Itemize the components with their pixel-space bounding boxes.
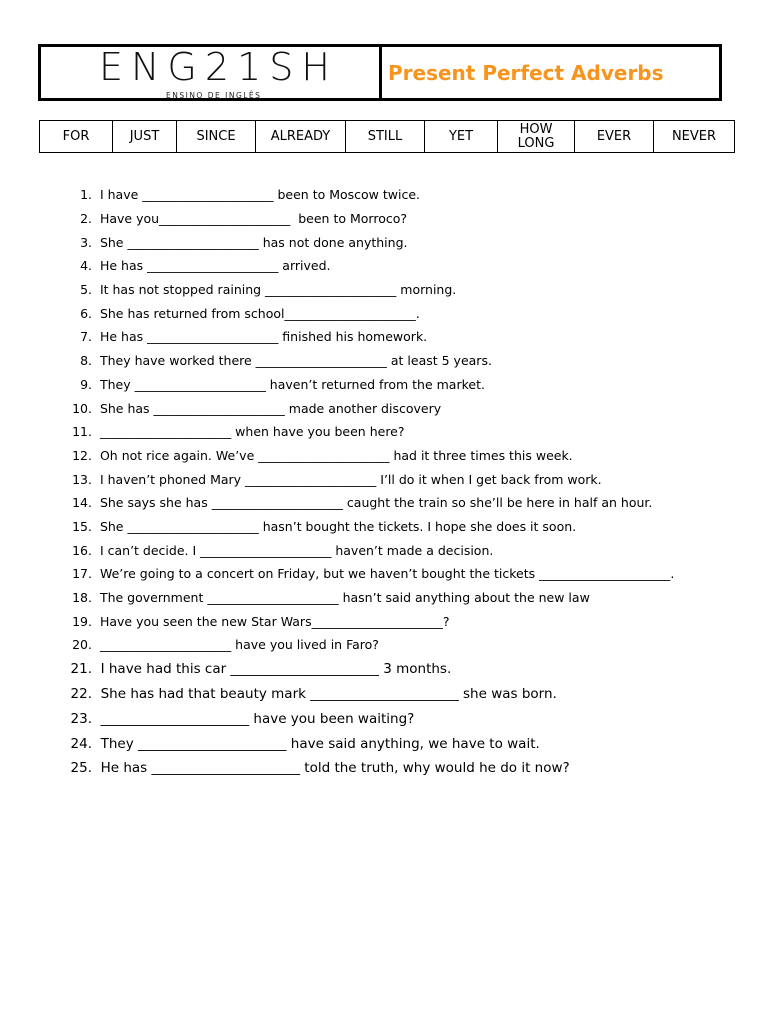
exercise-sentence: Have you_____________________ been to Morroco? <box>99 211 407 227</box>
exercise-spacer <box>92 448 100 463</box>
exercise-sentence: _____________________ have you lived in Faro? <box>99 637 379 653</box>
exercise-number: 14. <box>72 495 92 511</box>
exercise-spacer <box>92 495 100 510</box>
exercise-item <box>64 420 744 444</box>
exercise-spacer <box>92 543 100 558</box>
exercise-spacer <box>92 424 100 439</box>
exercise-sentence: Oh not rice again. We’ve _____________________ had it three times this week. <box>99 447 573 463</box>
exercise-number: 12. <box>72 447 92 463</box>
exercise-spacer <box>92 353 100 368</box>
exercise-spacer <box>92 211 100 226</box>
exercise-spacer <box>92 590 100 605</box>
exercise-sentence: He has _____________________ arrived. <box>99 258 331 274</box>
exercise-item <box>64 207 744 231</box>
word-bank-cell: JUST <box>113 121 177 153</box>
exercise-item <box>64 467 744 491</box>
exercise-number: 13. <box>72 471 92 487</box>
exercise-sentence: We’re going to a concert on Friday, but we haven’t bought the tickets _____________________. <box>99 566 675 582</box>
exercise-item <box>64 682 744 707</box>
exercise-spacer <box>92 566 100 581</box>
exercise-number: 6. <box>80 305 92 321</box>
exercise-item <box>64 756 744 781</box>
exercise-spacer <box>92 258 100 273</box>
exercise-spacer <box>92 614 100 629</box>
exercise-sentence: She has returned from school_____________________. <box>99 305 420 321</box>
exercise-item <box>64 373 744 397</box>
exercise-spacer <box>92 235 100 250</box>
exercise-number: 22. <box>70 685 92 702</box>
exercise-number: 1. <box>80 187 92 203</box>
word-bank-row <box>40 121 735 153</box>
exercise-number: 11. <box>72 424 92 440</box>
exercise-spacer <box>92 187 100 202</box>
exercise-sentence: He has ______________________ told the truth, why would he do it now? <box>100 760 570 777</box>
word-bank-cell: YET <box>425 121 498 153</box>
word-bank-cell: STILL <box>346 121 425 153</box>
exercise-spacer <box>92 760 101 776</box>
exercise-spacer <box>92 472 100 487</box>
exercise-spacer <box>92 637 100 652</box>
title-cell <box>382 47 719 98</box>
exercise-number: 2. <box>80 211 92 227</box>
exercise-spacer <box>92 686 101 702</box>
exercise-sentence: Have you seen the new Star Wars_____________________? <box>99 613 450 629</box>
word-bank-cell: ALREADY <box>256 121 346 153</box>
exercise-sentence: It has not stopped raining _____________________ morning. <box>99 282 457 298</box>
exercise-spacer <box>92 282 100 297</box>
exercise-item <box>64 396 744 420</box>
exercise-sentence: They ______________________ have said anything, we have to wait. <box>100 735 540 752</box>
exercise-sentence: She _____________________ hasn’t bought the tickets. I hope she does it soon. <box>99 518 577 534</box>
exercise-sentence: He has _____________________ finished his homework. <box>99 329 428 345</box>
exercise-item <box>64 301 744 325</box>
word-bank-cell: SINCE <box>177 121 256 153</box>
exercise-sentence: I have had this car ______________________ 3 months. <box>100 661 452 678</box>
exercise-spacer <box>92 736 101 752</box>
exercise-item <box>64 706 744 731</box>
exercise-sentence: I can’t decide. I _____________________ haven’t made a decision. <box>99 542 494 558</box>
exercise-item <box>64 230 744 254</box>
exercise-sentence: The government _____________________ hasn’t said anything about the new law <box>99 590 590 606</box>
exercise-number: 23. <box>70 710 92 727</box>
logo-subtitle: ENSINO DE INGLÊS <box>166 91 262 100</box>
exercise-number: 8. <box>80 353 92 369</box>
exercise-spacer <box>92 377 100 392</box>
exercise-number: 17. <box>72 566 92 582</box>
exercise-item <box>64 657 744 682</box>
worksheet-header <box>38 44 722 101</box>
exercise-item <box>64 325 744 349</box>
exercise-item <box>64 183 744 207</box>
exercise-sentence: They _____________________ haven’t returned from the market. <box>99 376 485 392</box>
exercise-item <box>64 515 744 539</box>
exercise-sentence: ______________________ have you been waiting? <box>100 710 415 727</box>
exercise-spacer <box>92 661 101 677</box>
exercise-sentence: She has had that beauty mark ______________________ she was born. <box>100 685 557 702</box>
exercise-spacer <box>92 306 100 321</box>
exercise-item <box>64 586 744 610</box>
exercise-number: 3. <box>80 234 92 250</box>
word-bank-cell: NEVER <box>654 121 735 153</box>
exercise-number: 15. <box>72 518 92 534</box>
exercise-sentence: _____________________ when have you been here? <box>99 424 405 440</box>
exercise-spacer <box>92 401 100 416</box>
exercise-sentence: She _____________________ has not done anything. <box>99 234 408 250</box>
word-bank-table <box>39 120 735 153</box>
exercise-item <box>64 562 744 586</box>
exercise-sentence: I haven’t phoned Mary _____________________ I’ll do it when I get back from work. <box>99 471 602 487</box>
exercise-number: 21. <box>70 661 92 678</box>
logo: ENG21SH <box>99 45 338 89</box>
exercise-sentence: She says she has _____________________ caught the train so she’ll be here in half an hour. <box>99 495 653 511</box>
exercise-item <box>64 633 744 657</box>
exercise-number: 19. <box>72 613 92 629</box>
word-bank-cell: FOR <box>40 121 113 153</box>
exercise-list <box>64 183 744 781</box>
logo-cell <box>41 47 382 98</box>
exercise-number: 9. <box>80 376 92 392</box>
word-bank-cell: HOW LONG <box>498 121 575 153</box>
exercise-sentence: They have worked there _____________________ at least 5 years. <box>99 353 492 369</box>
exercise-number: 5. <box>80 282 92 298</box>
exercise-sentence: I have _____________________ been to Moscow twice. <box>99 187 421 203</box>
exercise-item <box>64 278 744 302</box>
exercise-number: 16. <box>72 542 92 558</box>
exercise-item <box>64 444 744 468</box>
exercise-number: 7. <box>80 329 92 345</box>
exercise-spacer <box>92 329 100 344</box>
exercise-spacer <box>92 711 101 727</box>
exercise-number: 25. <box>70 760 92 777</box>
word-bank-cell: EVER <box>575 121 654 153</box>
exercise-sentence: She has _____________________ made another discovery <box>99 400 442 416</box>
exercise-item <box>64 731 744 756</box>
exercise-item <box>64 538 744 562</box>
exercise-number: 20. <box>72 637 92 653</box>
exercise-item <box>64 609 744 633</box>
exercise-number: 4. <box>80 258 92 274</box>
exercise-item <box>64 254 744 278</box>
exercise-item <box>64 491 744 515</box>
exercise-number: 18. <box>72 590 92 606</box>
exercise-number: 24. <box>70 735 92 752</box>
exercise-number: 10. <box>72 400 92 416</box>
exercise-item <box>64 349 744 373</box>
exercise-spacer <box>92 519 100 534</box>
page-title: Present Perfect Adverbs <box>388 60 664 85</box>
